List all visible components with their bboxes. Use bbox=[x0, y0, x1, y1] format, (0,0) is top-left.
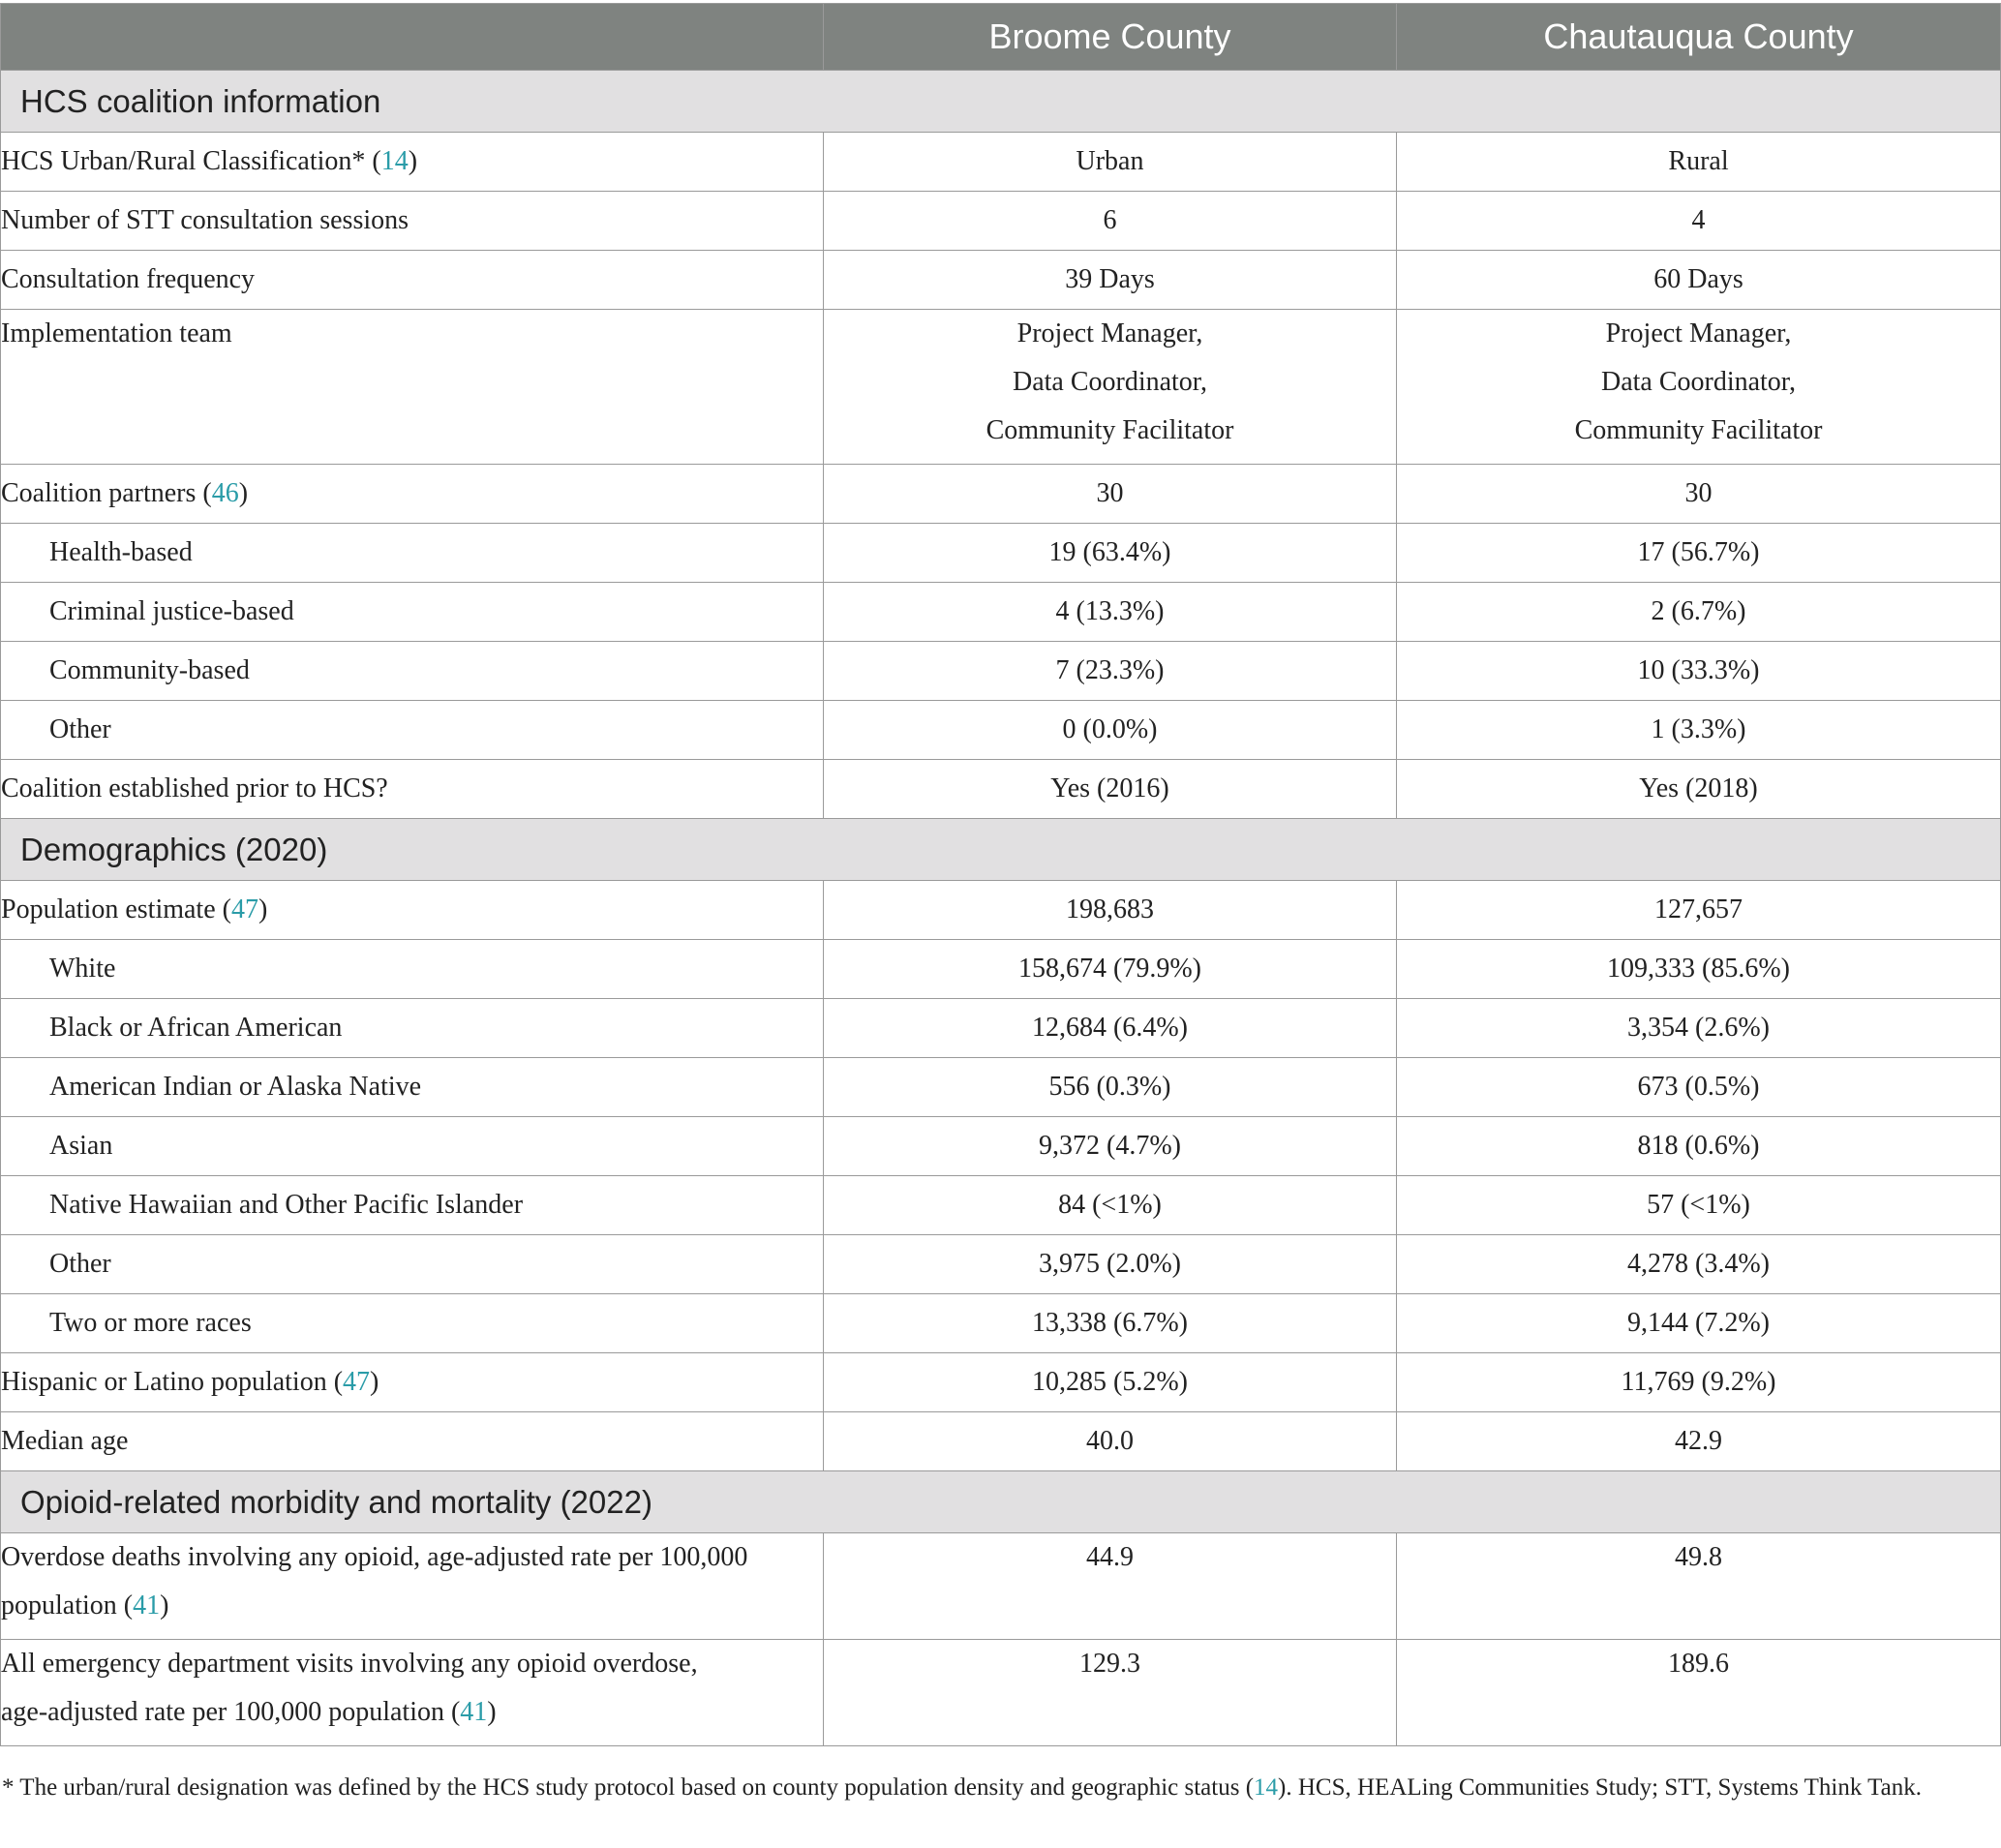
row-label: Coalition partners (46) bbox=[1, 465, 824, 524]
broome-value: 6 bbox=[824, 192, 1397, 251]
section-header-row bbox=[1, 819, 2001, 881]
chautauqua-value-line: Project Manager, bbox=[1605, 318, 1792, 348]
broome-value-line: Project Manager, bbox=[1016, 318, 1203, 348]
header-chautauqua-county: Chautauqua County bbox=[1397, 4, 2001, 71]
chautauqua-value: Rural bbox=[1397, 133, 2001, 192]
chautauqua-value: 189.6 bbox=[1397, 1640, 2001, 1746]
table-row bbox=[1, 1235, 2001, 1294]
row-label: Asian bbox=[1, 1117, 824, 1176]
broome-value: 12,684 (6.4%) bbox=[824, 999, 1397, 1058]
broome-value: 198,683 bbox=[824, 881, 1397, 940]
header-blank-cell bbox=[1, 4, 824, 71]
chautauqua-value: 9,144 (7.2%) bbox=[1397, 1294, 2001, 1353]
chautauqua-value: 2 (6.7%) bbox=[1397, 583, 2001, 642]
chautauqua-value: 127,657 bbox=[1397, 881, 2001, 940]
row-label: All emergency department visits involving any opioid overdose, age-adjusted rate per 100,000 population (41) bbox=[1, 1640, 824, 1746]
chautauqua-value: 109,333 (85.6%) bbox=[1397, 940, 2001, 999]
chautauqua-value: Yes (2018) bbox=[1397, 760, 2001, 819]
chautauqua-value: 30 bbox=[1397, 465, 2001, 524]
chautauqua-value: 1 (3.3%) bbox=[1397, 701, 2001, 760]
broome-value: 7 (23.3%) bbox=[824, 642, 1397, 701]
table-row bbox=[1, 701, 2001, 760]
citation-link[interactable]: 47 bbox=[230, 894, 258, 924]
citation-link[interactable]: 14 bbox=[380, 146, 409, 176]
table-row bbox=[1, 642, 2001, 701]
citation-link[interactable]: 14 bbox=[1254, 1774, 1279, 1801]
broome-value: 3,975 (2.0%) bbox=[824, 1235, 1397, 1294]
broome-value: 158,674 (79.9%) bbox=[824, 940, 1397, 999]
row-label: White bbox=[1, 940, 824, 999]
table-header-row bbox=[1, 4, 2001, 71]
chautauqua-value: 17 (56.7%) bbox=[1397, 524, 2001, 583]
citation-link[interactable]: 41 bbox=[460, 1697, 488, 1727]
row-label: Other bbox=[1, 701, 824, 760]
table-row bbox=[1, 999, 2001, 1058]
broome-value-line: Community Facilitator bbox=[985, 415, 1234, 445]
row-label: Implementation team bbox=[1, 310, 824, 465]
broome-value: 44.9 bbox=[824, 1533, 1397, 1640]
row-label: Number of STT consultation sessions bbox=[1, 192, 824, 251]
table-row bbox=[1, 1294, 2001, 1353]
row-label: Median age bbox=[1, 1412, 824, 1471]
section-title: Opioid-related morbidity and mortality (2022) bbox=[1, 1471, 2001, 1533]
row-label: Two or more races bbox=[1, 1294, 824, 1353]
chautauqua-value: 57 (<1%) bbox=[1397, 1176, 2001, 1235]
broome-value: 0 (0.0%) bbox=[824, 701, 1397, 760]
table-row bbox=[1, 133, 2001, 192]
chautauqua-value: 10 (33.3%) bbox=[1397, 642, 2001, 701]
broome-value: 84 (<1%) bbox=[824, 1176, 1397, 1235]
row-label: Criminal justice-based bbox=[1, 583, 824, 642]
table-row bbox=[1, 1058, 2001, 1117]
broome-value: 4 (13.3%) bbox=[824, 583, 1397, 642]
table-row bbox=[1, 760, 2001, 819]
table-row bbox=[1, 524, 2001, 583]
broome-value: 39 Days bbox=[824, 251, 1397, 310]
table-row bbox=[1, 940, 2001, 999]
chautauqua-value bbox=[1397, 310, 2001, 465]
row-label: American Indian or Alaska Native bbox=[1, 1058, 824, 1117]
chautauqua-value: 3,354 (2.6%) bbox=[1397, 999, 2001, 1058]
broome-value: 19 (63.4%) bbox=[824, 524, 1397, 583]
table-row bbox=[1, 1353, 2001, 1412]
chautauqua-value: 60 Days bbox=[1397, 251, 2001, 310]
table-row bbox=[1, 310, 2001, 465]
row-label: Health-based bbox=[1, 524, 824, 583]
table-row bbox=[1, 1533, 2001, 1640]
chautauqua-value: 49.8 bbox=[1397, 1533, 2001, 1640]
chautauqua-value-line: Community Facilitator bbox=[1574, 415, 1823, 445]
chautauqua-value: 673 (0.5%) bbox=[1397, 1058, 2001, 1117]
table-row bbox=[1, 583, 2001, 642]
broome-value: Urban bbox=[824, 133, 1397, 192]
chautauqua-value: 11,769 (9.2%) bbox=[1397, 1353, 2001, 1412]
table-row bbox=[1, 1412, 2001, 1471]
chautauqua-value: 4 bbox=[1397, 192, 2001, 251]
table-row bbox=[1, 1117, 2001, 1176]
section-header-row bbox=[1, 71, 2001, 133]
row-label: Black or African American bbox=[1, 999, 824, 1058]
citation-link[interactable]: 46 bbox=[211, 478, 239, 508]
broome-value: 10,285 (5.2%) bbox=[824, 1353, 1397, 1412]
row-label: Hispanic or Latino population (47) bbox=[1, 1353, 824, 1412]
citation-link[interactable]: 41 bbox=[133, 1590, 161, 1621]
broome-value: 129.3 bbox=[824, 1640, 1397, 1746]
chautauqua-value-line: Data Coordinator, bbox=[1600, 367, 1797, 397]
broome-value: 556 (0.3%) bbox=[824, 1058, 1397, 1117]
broome-value-line: Data Coordinator, bbox=[1012, 367, 1208, 397]
row-label: Native Hawaiian and Other Pacific Islander bbox=[1, 1176, 824, 1235]
chautauqua-value: 42.9 bbox=[1397, 1412, 2001, 1471]
broome-value: 30 bbox=[824, 465, 1397, 524]
header-broome-county: Broome County bbox=[824, 4, 1397, 71]
chautauqua-value: 4,278 (3.4%) bbox=[1397, 1235, 2001, 1294]
table-footnote: * The urban/rural designation was defined by the HCS study protocol based on county population density and geographic status (14). HCS, HEALing Communities Study; STT, Systems Think Tank. bbox=[2, 1774, 1922, 1801]
table-row bbox=[1, 192, 2001, 251]
section-title: Demographics (2020) bbox=[1, 819, 2001, 881]
broome-value: Yes (2016) bbox=[824, 760, 1397, 819]
table-row bbox=[1, 1640, 2001, 1746]
table-row bbox=[1, 1176, 2001, 1235]
row-label: Coalition established prior to HCS? bbox=[1, 760, 824, 819]
row-label: Overdose deaths involving any opioid, age-adjusted rate per 100,000 population (41) bbox=[1, 1533, 824, 1640]
row-label: Community-based bbox=[1, 642, 824, 701]
chautauqua-value: 818 (0.6%) bbox=[1397, 1117, 2001, 1176]
table-row bbox=[1, 251, 2001, 310]
row-label: Consultation frequency bbox=[1, 251, 824, 310]
table-row bbox=[1, 881, 2001, 940]
broome-value: 13,338 (6.7%) bbox=[824, 1294, 1397, 1353]
broome-value: 9,372 (4.7%) bbox=[824, 1117, 1397, 1176]
row-label: HCS Urban/Rural Classification* (14) bbox=[1, 133, 824, 192]
table-row bbox=[1, 465, 2001, 524]
row-label: Other bbox=[1, 1235, 824, 1294]
county-comparison-table bbox=[0, 3, 2001, 1746]
section-title: HCS coalition information bbox=[1, 71, 2001, 133]
broome-value: 40.0 bbox=[824, 1412, 1397, 1471]
row-label: Population estimate (47) bbox=[1, 881, 824, 940]
section-header-row bbox=[1, 1471, 2001, 1533]
broome-value bbox=[824, 310, 1397, 465]
citation-link[interactable]: 47 bbox=[343, 1367, 371, 1397]
